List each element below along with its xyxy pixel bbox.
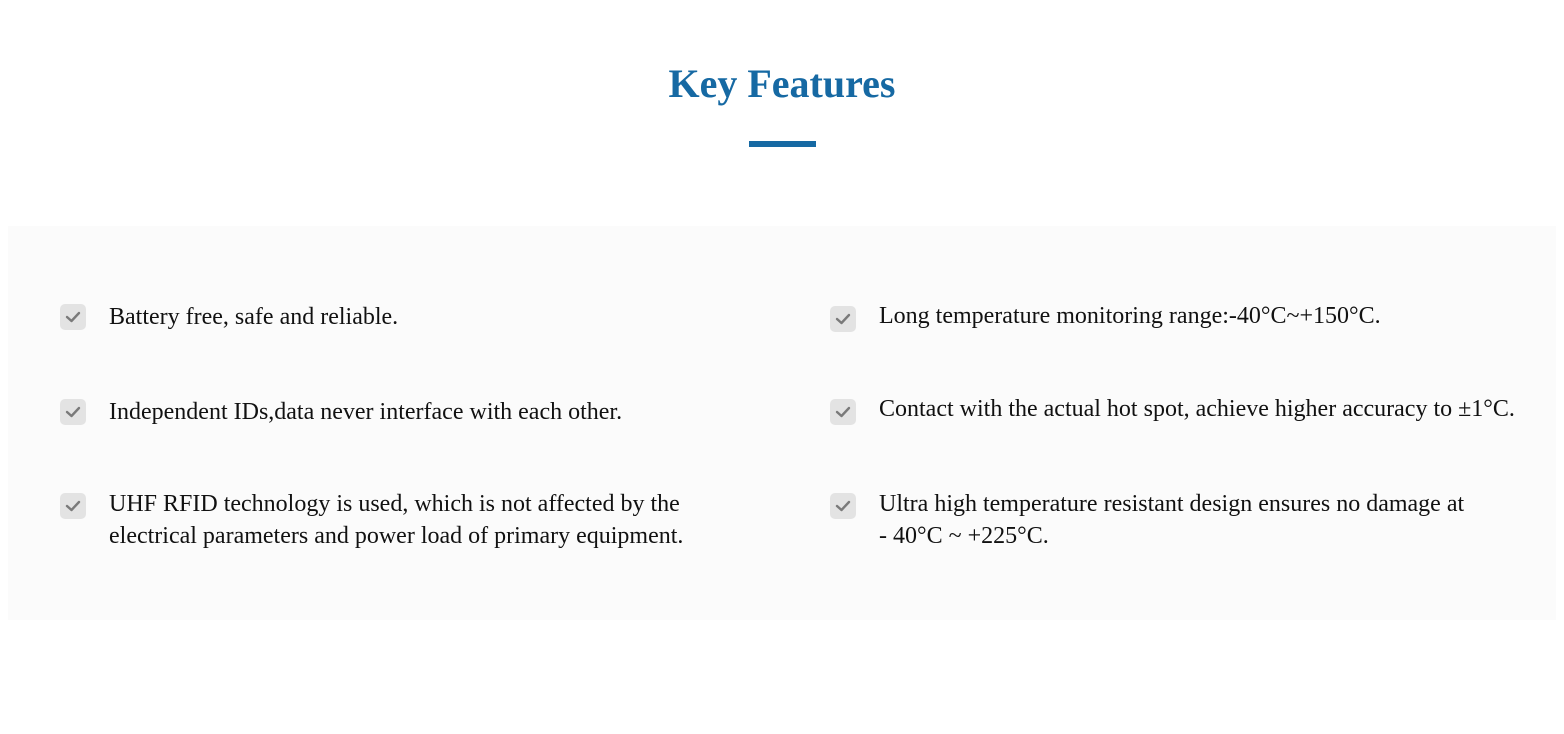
feature-text: Ultra high temperature resistant design ensures no damage at - 40°C ~ +225°C. [879, 491, 1465, 549]
features-panel [8, 226, 1556, 620]
check-icon [60, 304, 86, 330]
check-icon [60, 493, 86, 519]
feature-text: UHF RFID technology is used, which is not affected by the electrical parameters and power load of primary equipment. [109, 491, 684, 549]
feature-text: Contact with the actual hot spot, achieve higher accuracy to ±1°C. [879, 396, 1515, 422]
check-icon [830, 493, 856, 519]
check-icon [830, 399, 856, 425]
section-header [0, 58, 1564, 110]
feature-text: Independent IDs,data never interface with each other. [109, 399, 623, 425]
section-title: Key Features [668, 61, 896, 106]
title-underline [749, 141, 816, 147]
check-icon [60, 399, 86, 425]
feature-text: Long temperature monitoring range:-40°C~+150°C. [879, 303, 1381, 329]
check-icon [830, 306, 856, 332]
feature-text: Battery free, safe and reliable. [109, 304, 399, 330]
